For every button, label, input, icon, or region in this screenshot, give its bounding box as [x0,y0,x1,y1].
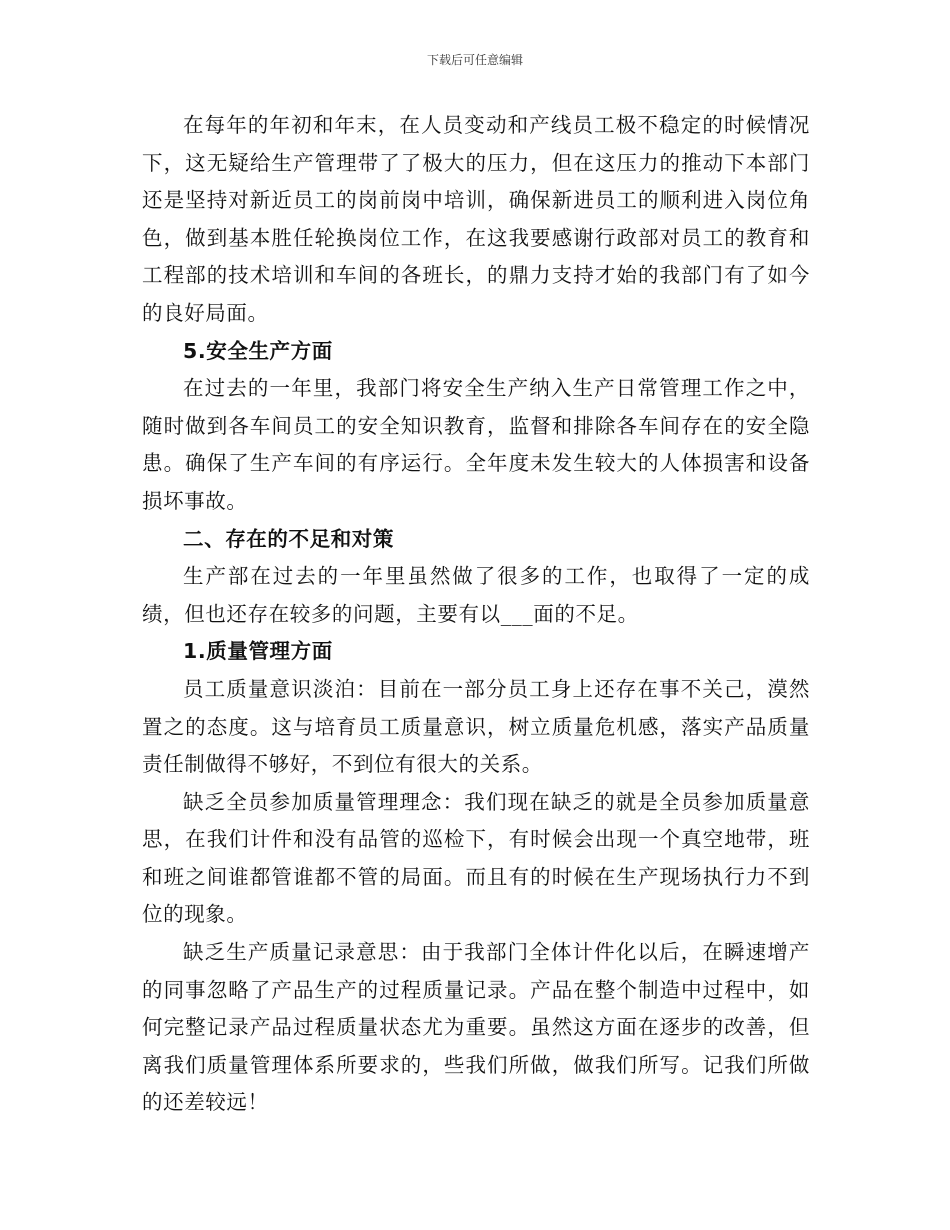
paragraph-shortfalls-intro: 生产部在过去的一年里虽然做了很多的工作，也取得了一定的成绩，但也还存在较多的问题，主要有以___面的不足。 [142,564,810,626]
heading-quality-management: 1.质量管理方面 [183,639,333,664]
page-header-note: 下载后可任意编辑 [426,53,523,67]
paragraph-quality-awareness: 员工质量意识淡泊：目前在一部分员工身上还存在事不关己，漠然置之的态度。这与培育员工质量意识，树立质量危机感，落实产品质量责任制做得不够好，不到位有很大的关系。 [142,676,810,777]
heading-shortfalls: 二、存在的不足和对策 [183,526,394,551]
paragraph-full-participation: 缺乏全员参加质量管理理念：我们现在缺乏的就是全员参加质量意思，在我们计件和没有品管的巡检下，有时候会出现一个真空地带，班和班之间谁都管谁都不管的局面。而且有的时候在生产现场执行力不到位的现象。 [142,789,810,927]
paragraph-quality-records: 缺乏生产质量记录意思：由于我部门全体计件化以后，在瞬速增产的同事忽略了产品生产的过程质量记录。产品在整个制造中过程中，如何完整记录产品过程质量状态尤为重要。虽然这方面在逐步的改善，但离我们质量管理体系所要求的，些我们所做，做我们所写。记我们所做的还差较远！ [142,940,810,1115]
paragraph-training: 在每年的年初和年末，在人员变动和产线员工极不稳定的时候情况下，这无疑给生产管理带了了极大的压力，但在这压力的推动下本部门还是坚持对新近员工的岗前岗中培训，确保新进员工的顺利进入岗位角色，做到基本胜任轮换岗位工作，在这我要感谢行政部对员工的教育和工程部的技术培训和车间的各班长，的鼎力支持才始的我部门有了如今的良好局面。 [142,113,810,325]
document-body [142,107,810,1122]
heading-safety-production: 5.安全生产方面 [183,338,333,363]
paragraph-safety: 在过去的一年里，我部门将安全生产纳入生产日常管理工作之中，随时做到各车间员工的安全知识教育，监督和排除各车间存在的安全隐患。确保了生产车间的有序运行。全年度未发生较大的人体损害和设备损坏事故。 [142,376,810,513]
